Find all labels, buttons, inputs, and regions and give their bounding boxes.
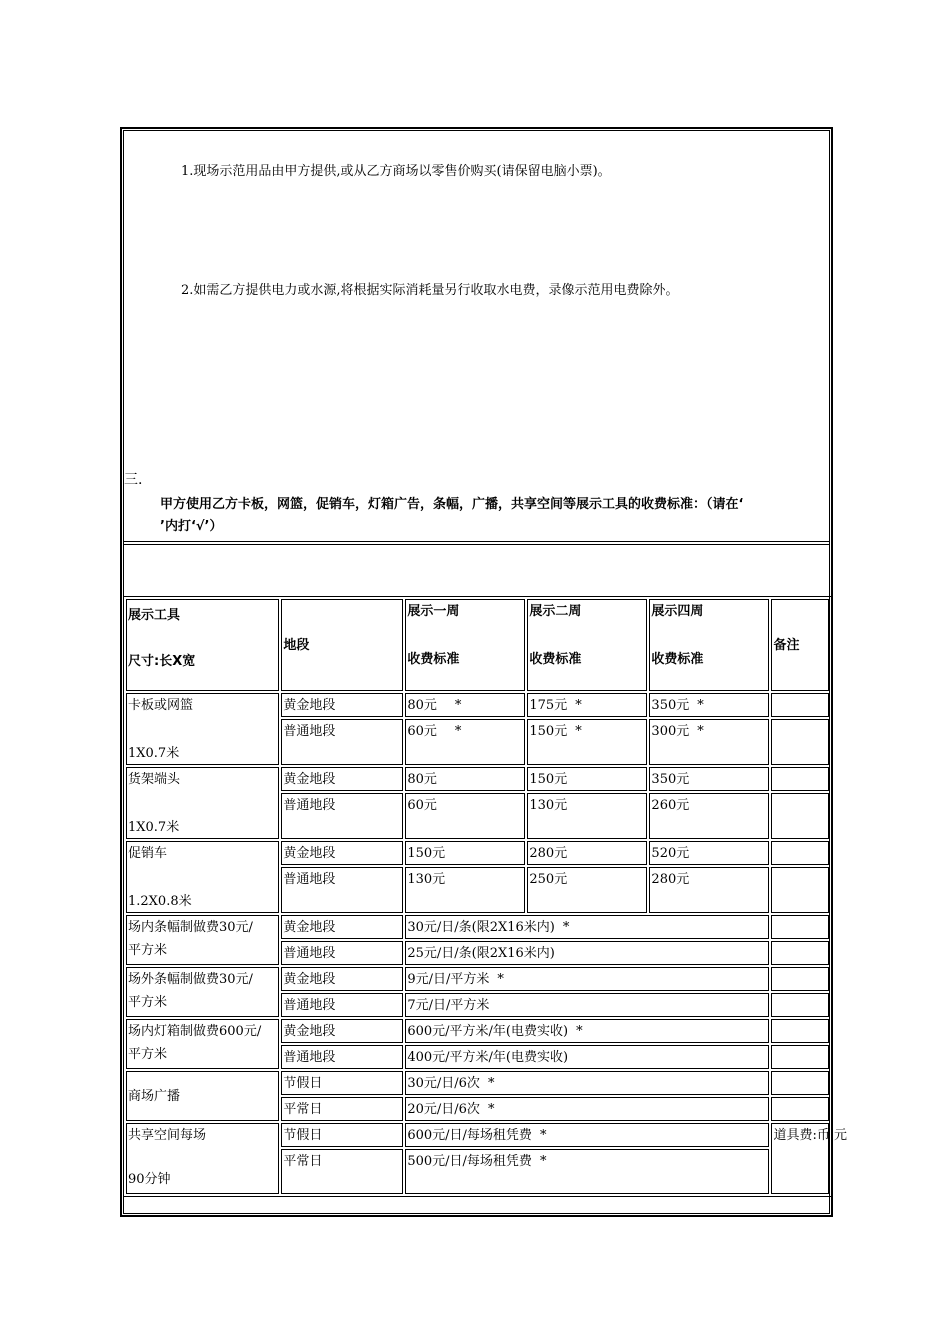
star-mark: * (497, 972, 504, 987)
location-cell: 普通地段 (281, 993, 403, 1017)
star-mark: * (575, 724, 582, 740)
location-cell: 平常日 (281, 1149, 403, 1194)
header-week1-label: 展示一周 (407, 604, 460, 619)
location-cell: 节假日 (281, 1123, 403, 1147)
fee-value: 7元/日/平方米 (407, 998, 490, 1013)
fee-value: 80元 (407, 698, 437, 713)
location-cell: 平常日 (281, 1097, 403, 1121)
fee-cell (405, 915, 769, 939)
remark-cell (771, 1123, 847, 1194)
props-fee-remark: 道具费:币 元 (773, 1128, 847, 1143)
tool-name: 共享空间每场 (128, 1128, 207, 1143)
fee-value: 30元/日/6次 (407, 1076, 480, 1091)
fee-cell (405, 1097, 769, 1121)
tool-name: 商场广播 (128, 1089, 181, 1104)
remark-cell (771, 967, 829, 991)
tool-name: 场外条幅制做费30元/ (128, 972, 253, 987)
week2-cell: 250元 (527, 867, 647, 913)
tool-name-line2: 90分钟 (128, 1172, 171, 1187)
week4-cell: 350元 (649, 767, 769, 791)
remark-cell (771, 1071, 829, 1095)
star-mark: * (576, 1024, 583, 1039)
week2-cell: 280元 (527, 841, 647, 865)
divider-top-inner (123, 544, 830, 545)
week4-cell: 260元 (649, 793, 769, 839)
header-location: 地段 (281, 599, 403, 691)
table-header-row (126, 599, 829, 691)
location-cell: 黄金地段 (281, 767, 403, 791)
fee-value: 30元/日/条(限2X16米内) (407, 920, 555, 935)
remark-cell (771, 1097, 829, 1121)
remark-cell (771, 915, 829, 939)
week4-cell: 520元 (649, 841, 769, 865)
fee-cell (405, 1071, 769, 1095)
star-mark: * (575, 698, 582, 713)
fee-cell (405, 1123, 769, 1147)
header-tool (126, 599, 279, 691)
section-number: 三. (124, 472, 143, 488)
tool-cell (126, 1123, 279, 1194)
header-week2 (527, 599, 647, 691)
location-cell: 普通地段 (281, 867, 403, 913)
tool-name: 场内灯箱制做费600元/ (128, 1024, 262, 1039)
table-row (126, 1071, 829, 1095)
remark-cell (771, 693, 829, 717)
week1-cell: 60元 (405, 793, 525, 839)
tool-name: 促销车 (128, 846, 168, 861)
tool-name: 货架端头 (128, 772, 181, 787)
tool-cell (126, 1019, 279, 1069)
table-row (126, 1019, 829, 1043)
fee-cell (405, 1019, 769, 1043)
week1-cell: 80元 (405, 767, 525, 791)
header-week4-label: 展示四周 (651, 604, 704, 619)
location-cell: 普通地段 (281, 793, 403, 839)
section-text-line2: ’内打‘√’） (160, 519, 223, 534)
remark-cell (771, 941, 829, 965)
fee-value: 400元/平方米/年(电费实收) (407, 1050, 569, 1065)
fee-value: 500元/日/每场租凭费 (407, 1154, 532, 1169)
header-tool-label: 展示工具 (128, 608, 181, 623)
week1-cell: 150元 (405, 841, 525, 865)
location-cell: 黄金地段 (281, 693, 403, 717)
header-size-label: 尺寸:长X宽 (128, 654, 196, 669)
week1-cell: 130元 (405, 867, 525, 913)
remark-cell (771, 767, 829, 791)
remark-cell (771, 1019, 829, 1043)
tool-size: 1X0.7米 (128, 820, 180, 835)
fee-value: 60元 (407, 724, 437, 740)
week4-cell: 280元 (649, 867, 769, 913)
star-mark: * (539, 1128, 547, 1143)
table-row (126, 1123, 829, 1147)
remark-cell (771, 719, 829, 765)
header-week1 (405, 599, 525, 691)
note-1: 1.现场示范用品由甲方提供,或从乙方商场以零售价购买(请保留电脑小票)。 (181, 164, 611, 179)
fee-value: 350元 (651, 698, 690, 713)
fee-value: 20元/日/6次 (407, 1102, 480, 1117)
remark-cell (771, 993, 829, 1017)
fee-value: 600元/日/每场租凭费 (407, 1128, 532, 1143)
header-week4 (649, 599, 769, 691)
location-cell: 黄金地段 (281, 841, 403, 865)
tool-cell (126, 841, 279, 913)
table-row (126, 967, 829, 991)
week2-cell: 130元 (527, 793, 647, 839)
fee-value: 175元 (529, 698, 568, 713)
star-mark: * (697, 698, 704, 713)
fee-cell (405, 941, 769, 965)
divider-top (123, 541, 830, 542)
section-text (160, 494, 820, 538)
table-row (126, 915, 829, 939)
tool-name: 卡板或网篮 (128, 698, 194, 713)
fee-value: 25元/日/条(限2X16米内) (407, 946, 555, 961)
location-cell: 黄金地段 (281, 915, 403, 939)
week2-cell (527, 719, 647, 765)
fee-cell (405, 1045, 769, 1069)
week1-cell (405, 693, 525, 717)
fee-value: 600元/平方米/年(电费实收) (407, 1024, 569, 1039)
tool-size: 1.2X0.8米 (128, 894, 192, 909)
header-week4-fee: 收费标准 (651, 652, 704, 667)
week2-cell: 150元 (527, 767, 647, 791)
week4-cell (649, 719, 769, 765)
location-cell: 黄金地段 (281, 967, 403, 991)
tool-name-line2: 平方米 (128, 995, 168, 1010)
header-week1-fee: 收费标准 (407, 652, 460, 667)
week4-cell (649, 693, 769, 717)
location-cell: 节假日 (281, 1071, 403, 1095)
remark-cell (771, 1045, 829, 1069)
header-week2-fee: 收费标准 (529, 652, 582, 667)
location-cell: 普通地段 (281, 941, 403, 965)
star-mark: * (697, 724, 704, 740)
tool-cell (126, 767, 279, 839)
table-row (126, 693, 829, 717)
fee-table (123, 596, 847, 1197)
fee-value: 300元 (651, 724, 690, 740)
tool-name-line2: 平方米 (128, 943, 168, 958)
star-mark: * (454, 698, 462, 713)
star-mark: * (539, 1154, 547, 1169)
tool-cell (126, 967, 279, 1017)
location-cell: 普通地段 (281, 1045, 403, 1069)
week1-cell (405, 719, 525, 765)
star-mark: * (487, 1076, 495, 1091)
header-remark: 备注 (771, 599, 829, 691)
fee-value: 9元/日/平方米 (407, 972, 490, 987)
note-2: 2.如需乙方提供电力或水源,将根据实际消耗量另行收取水电费，录像示范用电费除外。 (181, 283, 679, 298)
week2-cell (527, 693, 647, 717)
fee-cell (405, 993, 769, 1017)
table-row (126, 841, 829, 865)
header-week2-label: 展示二周 (529, 604, 582, 619)
section-text-line1: 甲方使用乙方卡板，网篮，促销车，灯箱广告，条幅，广播，共享空间等展示工具的收费标准：（请在‘ (160, 497, 744, 512)
fee-cell (405, 1149, 769, 1194)
tool-name-line2: 平方米 (128, 1047, 168, 1062)
tool-cell (126, 1071, 279, 1121)
remark-cell (771, 867, 829, 913)
tool-name: 场内条幅制做费30元/ (128, 920, 253, 935)
location-cell: 黄金地段 (281, 1019, 403, 1043)
tool-size: 1X0.7米 (128, 746, 180, 761)
star-mark: * (487, 1102, 495, 1117)
fee-cell (405, 967, 769, 991)
fee-value: 150元 (529, 724, 568, 740)
remark-cell (771, 841, 829, 865)
tool-cell (126, 915, 279, 965)
tool-cell (126, 693, 279, 765)
star-mark: * (454, 724, 462, 740)
remark-cell (771, 793, 829, 839)
table-row (126, 767, 829, 791)
star-mark: * (562, 920, 570, 935)
location-cell: 普通地段 (281, 719, 403, 765)
